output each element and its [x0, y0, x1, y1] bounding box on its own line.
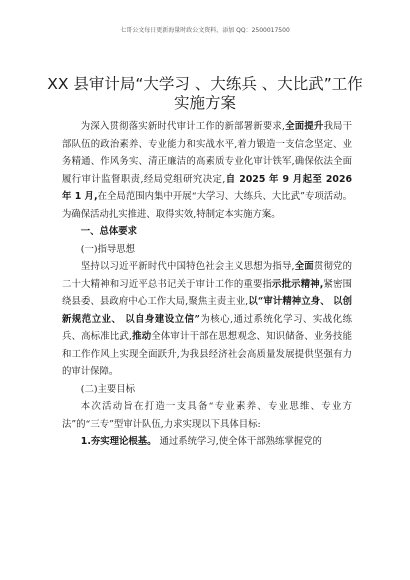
guide-text-3: 贯彻党的二十大精神和习近平总书记关于审计工作的重要指 — [62, 261, 352, 290]
goal-paragraph — [62, 398, 352, 433]
guide-text-9: 推动 — [131, 331, 152, 342]
item1-text: 通过系统学习,使全体干部熟练掌握党的 — [156, 436, 322, 447]
document-body — [62, 118, 352, 451]
document-title: XX 县审计局“大学习 、大练兵 、大比武”工作实施方案 — [47, 75, 363, 112]
guide-paragraph — [62, 258, 352, 381]
guide-text-4: 示批示精神, — [272, 278, 324, 290]
intro-text-3: 我局干部队伍的政治素养、专业能力和实战水平,着力锻造一支信念坚定、业务精通、作风务实、清正廉洁的高素质专业化审计铁军,确保依法全面履行审计监督职责,经局党组研究决定, — [62, 121, 352, 185]
intro-paragraph — [62, 118, 352, 223]
guide-text-1: 坚持以习近平新时代中国特色社会主义思想为指导, — [80, 261, 295, 272]
guide-text-8: 为核心,通过系统化学习、实战化练兵、高标准比武, — [62, 313, 352, 342]
guide-text-7: “审计精神立身、 以创新规范立业、 以自身建设立信” — [62, 296, 352, 325]
item1-paragraph — [62, 433, 352, 451]
header-note: 七哥公文每日更新海量时政公文资料，添加 QQ：2500017500 — [120, 27, 290, 34]
intro-text-5: 在全局范围内集中开展“大学习、大练兵、大比武”专项活动。为确保活动扎实推进、取得实效,特制定本实施方案。 — [62, 191, 352, 220]
sub1-heading: (一)指导思想 — [80, 243, 135, 255]
guide-text-5: 紧密围绕县委、县政府中心工作大局,聚焦主责主业, — [62, 278, 352, 307]
section1-heading: 一、总体要求 — [80, 226, 138, 237]
sub2-heading: (二)主要目标 — [80, 383, 135, 395]
intro-text-4: 自 2025 年 9 月起至 2026 年 1 月, — [62, 173, 352, 202]
guide-text-2: 全面 — [294, 261, 314, 272]
goal-text-1: 本次活动旨在打造一支具备“专业素养、专业思维、专业方法”的“三专”型审计队伍,力求实现以下具体目标: — [62, 401, 352, 430]
guide-text-10: 全体审计干部在思想观念、知识储备、业务技能和工作作风上实现全面跃升,为我县经济社会高质量发展提供坚强有力的审计保障。 — [62, 331, 352, 377]
item1-heading: 1.夯实理论根基。 — [80, 436, 157, 447]
guide-text-6: 以 — [248, 296, 258, 307]
intro-text-1: 为深入贯彻落实新时代审计工作的新部署新要求, — [80, 121, 285, 132]
intro-text-2: 全面提升 — [284, 121, 324, 132]
